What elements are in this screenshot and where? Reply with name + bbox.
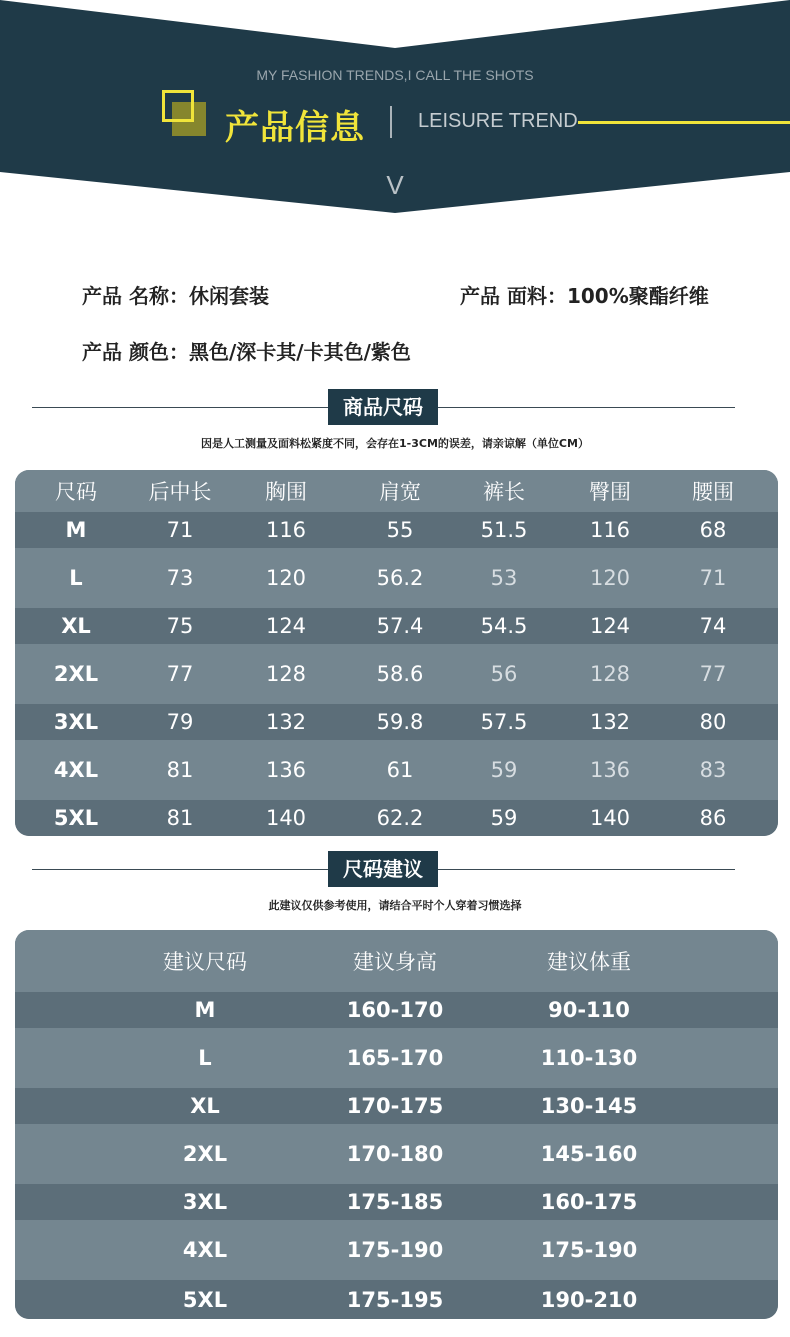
product-name-label: 产品 名称： xyxy=(82,284,189,308)
table-cell: 140 xyxy=(589,806,631,830)
table-header-row xyxy=(15,930,778,992)
table-cell: 51.5 xyxy=(480,518,528,542)
table-cell: 175-195 xyxy=(346,1287,444,1312)
page-subtitle: LEISURE TREND xyxy=(418,110,578,132)
table-header-cell: 臀围 xyxy=(589,480,631,504)
tagline: MY FASHION TRENDS,I CALL THE SHOTS xyxy=(256,67,534,83)
table-cell: 4XL xyxy=(53,758,99,782)
table-cell: 90-110 xyxy=(548,998,630,1022)
page-title: 产品信息 xyxy=(225,108,365,148)
table-cell: 120 xyxy=(265,566,307,590)
table-cell: 81 xyxy=(166,758,194,782)
table-cell: 116 xyxy=(589,518,631,542)
table-cell: 56 xyxy=(490,662,518,686)
product-color-label: 产品 颜色： xyxy=(82,340,189,364)
table-cell: 77 xyxy=(699,662,727,686)
table-cell: 160-170 xyxy=(346,998,444,1022)
table-cell: 75 xyxy=(166,614,194,638)
table-cell: 132 xyxy=(589,710,631,734)
table-header-cell: 建议体重 xyxy=(547,950,631,974)
table-row xyxy=(15,512,778,548)
table-cell: 165-170 xyxy=(346,1046,444,1070)
table-row xyxy=(15,800,778,836)
table-cell: 140 xyxy=(265,806,307,830)
product-name xyxy=(82,280,269,309)
product-color xyxy=(82,336,411,365)
table-cell: L xyxy=(69,566,83,590)
table-cell: 68 xyxy=(699,518,727,542)
table-cell: 71 xyxy=(166,518,194,542)
table-cell: 74 xyxy=(699,614,727,638)
table-cell: 86 xyxy=(699,806,727,830)
table-cell: 71 xyxy=(699,566,727,590)
header-banner xyxy=(0,0,790,215)
product-fabric-value: 100%聚酯纤维 xyxy=(566,284,709,308)
size-advice-title: 尺码建议 xyxy=(328,851,438,887)
table-cell: 73 xyxy=(166,566,194,590)
table-cell: 62.2 xyxy=(376,806,424,830)
table-header-cell: 建议身高 xyxy=(353,950,437,974)
table-row xyxy=(15,608,778,644)
table-row xyxy=(15,704,778,740)
table-cell: 190-210 xyxy=(540,1287,638,1312)
table-cell: 136 xyxy=(265,758,307,782)
table-cell: 83 xyxy=(699,758,727,782)
title-accent-line xyxy=(578,121,790,124)
logo-square-outline-icon xyxy=(162,90,194,122)
table-row xyxy=(15,1280,778,1319)
table-cell: 124 xyxy=(589,614,631,638)
table-cell: 124 xyxy=(265,614,307,638)
table-header-cell: 后中长 xyxy=(148,480,212,504)
table-cell: 3XL xyxy=(53,710,99,734)
title-divider xyxy=(390,106,392,138)
table-cell: 2XL xyxy=(182,1142,228,1166)
table-header-cell: 胸围 xyxy=(265,480,307,504)
table-cell: 57.5 xyxy=(480,710,528,734)
product-fabric xyxy=(460,280,709,309)
table-header-cell: 腰围 xyxy=(692,480,734,504)
table-header-cell: 尺码 xyxy=(55,480,97,504)
table-cell: 55 xyxy=(386,518,414,542)
table-header-cell: 肩宽 xyxy=(379,480,421,504)
table-cell: 175-185 xyxy=(346,1190,444,1214)
table-cell: 5XL xyxy=(182,1287,228,1312)
table-cell: 59 xyxy=(490,806,518,830)
table-cell: M xyxy=(194,998,216,1022)
table-cell: 61 xyxy=(386,758,414,782)
product-name-value: 休闲套装 xyxy=(188,284,269,308)
table-cell: 175-190 xyxy=(346,1238,444,1262)
table-cell: 81 xyxy=(166,806,194,830)
product-fabric-label: 产品 面料： xyxy=(460,284,567,308)
table-cell: L xyxy=(198,1046,212,1070)
size-chart-note: 因是人工测量及面料松紧度不同，会存在1-3CM的误差，请亲谅解（单位CM） xyxy=(201,437,589,450)
table-cell: XL xyxy=(190,1094,220,1118)
table-cell: 77 xyxy=(166,662,194,686)
table-row xyxy=(15,1184,778,1220)
table-cell: 79 xyxy=(166,710,194,734)
size-advice-table xyxy=(15,930,778,1319)
product-color-value: 黑色/深卡其/卡其色/紫色 xyxy=(188,340,411,364)
table-cell: XL xyxy=(61,614,91,638)
table-row xyxy=(15,1028,778,1088)
table-cell: 110-130 xyxy=(540,1046,638,1070)
table-cell: 130-145 xyxy=(540,1094,638,1118)
table-row xyxy=(15,548,778,608)
table-cell: 170-175 xyxy=(346,1094,444,1118)
table-cell: 132 xyxy=(265,710,307,734)
table-cell: 128 xyxy=(265,662,307,686)
table-cell: 80 xyxy=(699,710,727,734)
table-row xyxy=(15,992,778,1028)
table-row xyxy=(15,740,778,800)
size-chart-title: 商品尺码 xyxy=(328,389,438,425)
table-header-cell: 裤长 xyxy=(483,480,525,504)
table-row xyxy=(15,1088,778,1124)
table-cell: 4XL xyxy=(182,1238,228,1262)
table-cell: 57.4 xyxy=(376,614,424,638)
table-row xyxy=(15,644,778,704)
table-cell: 54.5 xyxy=(480,614,528,638)
table-cell: 5XL xyxy=(53,806,99,830)
chevron-down-icon: V xyxy=(386,170,404,200)
table-cell: 116 xyxy=(265,518,307,542)
table-row xyxy=(15,1220,778,1280)
table-cell: M xyxy=(65,518,87,542)
table-cell: 53 xyxy=(490,566,518,590)
table-cell: 120 xyxy=(589,566,631,590)
table-cell: 145-160 xyxy=(540,1142,638,1166)
table-cell: 2XL xyxy=(53,662,99,686)
size-chart-table xyxy=(15,470,778,836)
size-advice-note: 此建议仅供参考使用，请结合平时个人穿着习惯选择 xyxy=(268,899,522,912)
table-cell: 59.8 xyxy=(376,710,424,734)
table-header-row xyxy=(15,470,778,512)
table-cell: 128 xyxy=(589,662,631,686)
table-cell: 160-175 xyxy=(540,1190,638,1214)
table-cell: 59 xyxy=(490,758,518,782)
table-cell: 170-180 xyxy=(346,1142,444,1166)
table-cell: 56.2 xyxy=(376,566,424,590)
table-cell: 3XL xyxy=(182,1190,228,1214)
table-cell: 58.6 xyxy=(376,662,424,686)
table-cell: 175-190 xyxy=(540,1238,638,1262)
table-header-cell: 建议尺码 xyxy=(163,950,247,974)
table-row xyxy=(15,1124,778,1184)
table-cell: 136 xyxy=(589,758,631,782)
